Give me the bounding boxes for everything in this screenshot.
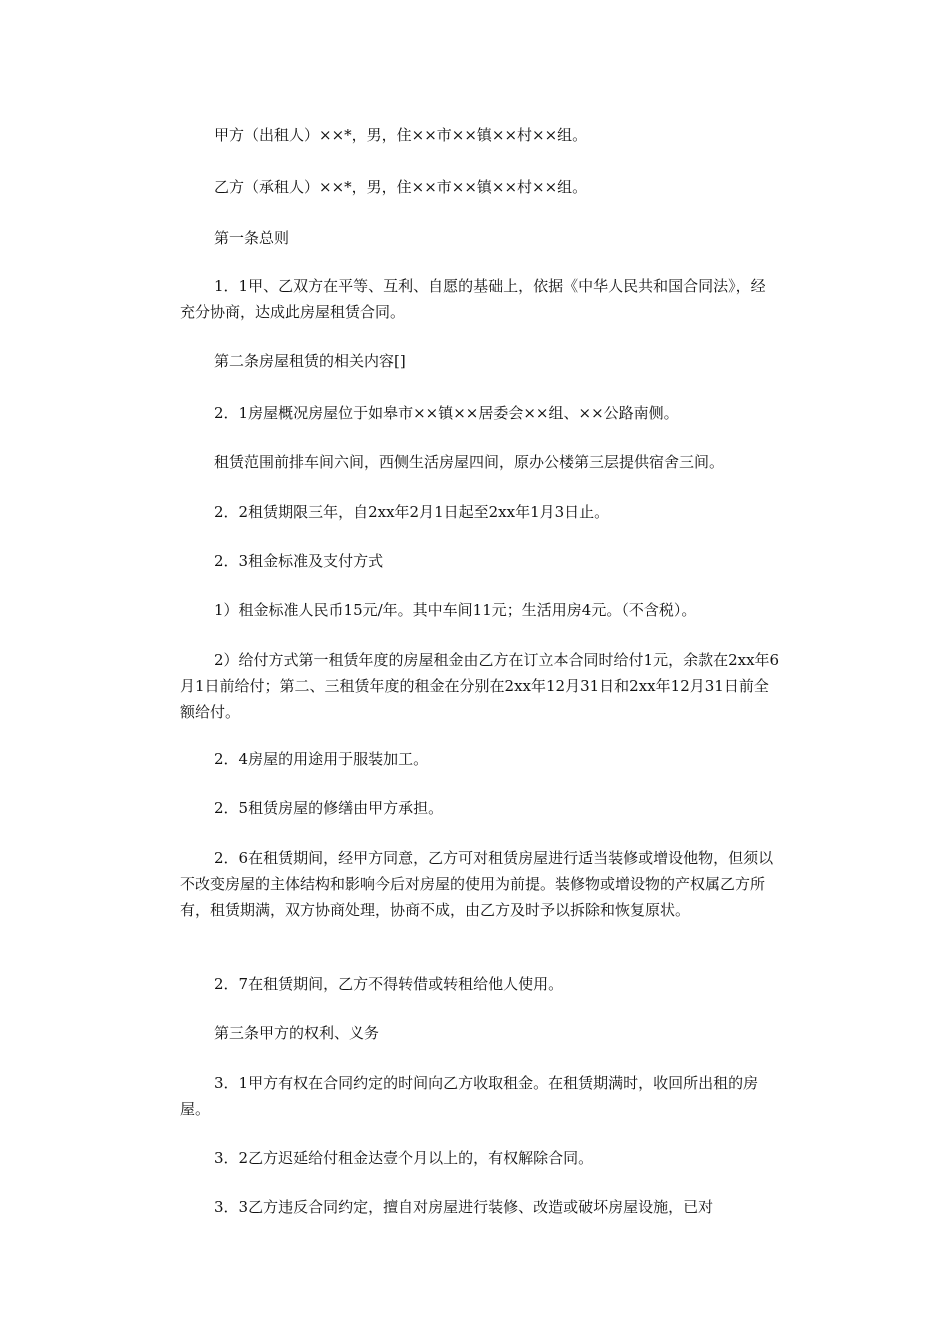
party-a-line: 甲方（出租人）××*，男，住××市××镇××村××组。 xyxy=(214,126,588,144)
clause-3-1: 3．1甲方有权在合同约定的时间向乙方收取租金。在租赁期满时，收回所出租的房屋。 xyxy=(180,1074,759,1118)
clause-2-4: 2．4房屋的用途用于服装加工。 xyxy=(214,750,429,768)
rent-standard: 1）租金标准人民币15元/年。其中车间11元；生活用房4元。（不含税）。 xyxy=(214,601,697,619)
article-3-heading: 第三条甲方的权利、义务 xyxy=(214,1024,380,1042)
article-2-heading: 第二条房屋租赁的相关内容[] xyxy=(214,352,406,370)
party-b-line: 乙方（承租人）××*，男，住××市××镇××村××组。 xyxy=(214,178,588,196)
clause-2-6: 2．6在租赁期间，经甲方同意，乙方可对租赁房屋进行适当装修或增设他物，但须以不改变房屋的主体结构和影响今后对房屋的使用为前提。装修物或增设物的产权属乙方所有，租赁期满，双方协商处理，协商不成，由乙方及时予以拆除和恢复原状。 xyxy=(180,849,774,919)
lease-scope: 租赁范围前排车间六间，西侧生活房屋四间，原办公楼第三层提供宿舍三间。 xyxy=(214,453,725,471)
clause-2-1: 2．1房屋概况房屋位于如皋市××镇××居委会××组、××公路南侧。 xyxy=(214,404,679,422)
clause-3-3: 3．3乙方违反合同约定，擅自对房屋进行装修、改造或破坏房屋设施，已对 xyxy=(214,1198,714,1216)
clause-3-2: 3．2乙方迟延给付租金达壹个月以上的，有权解除合同。 xyxy=(214,1149,594,1167)
clause-1-1: 1．1甲、乙双方在平等、互利、自愿的基础上，依据《中华人民共和国合同法》，经充分协商，达成此房屋租赁合同。 xyxy=(180,277,766,321)
clause-2-7: 2．7在租赁期间，乙方不得转借或转租给他人使用。 xyxy=(214,975,564,993)
clause-2-5: 2．5租赁房屋的修缮由甲方承担。 xyxy=(214,799,444,817)
article-1-heading: 第一条总则 xyxy=(214,229,290,247)
payment-method: 2）给付方式第一租赁年度的房屋租金由乙方在订立本合同时给付1元，余款在2xx年6月1日前给付；第二、三租赁年度的租金在分别在2xx年12月31日和2xx年12月31日前全额给付。 xyxy=(180,651,780,721)
clause-2-3: 2．3租金标准及支付方式 xyxy=(214,552,384,570)
clause-2-2: 2．2租赁期限三年，自2xx年2月1日起至2xx年1月3日止。 xyxy=(214,503,610,521)
